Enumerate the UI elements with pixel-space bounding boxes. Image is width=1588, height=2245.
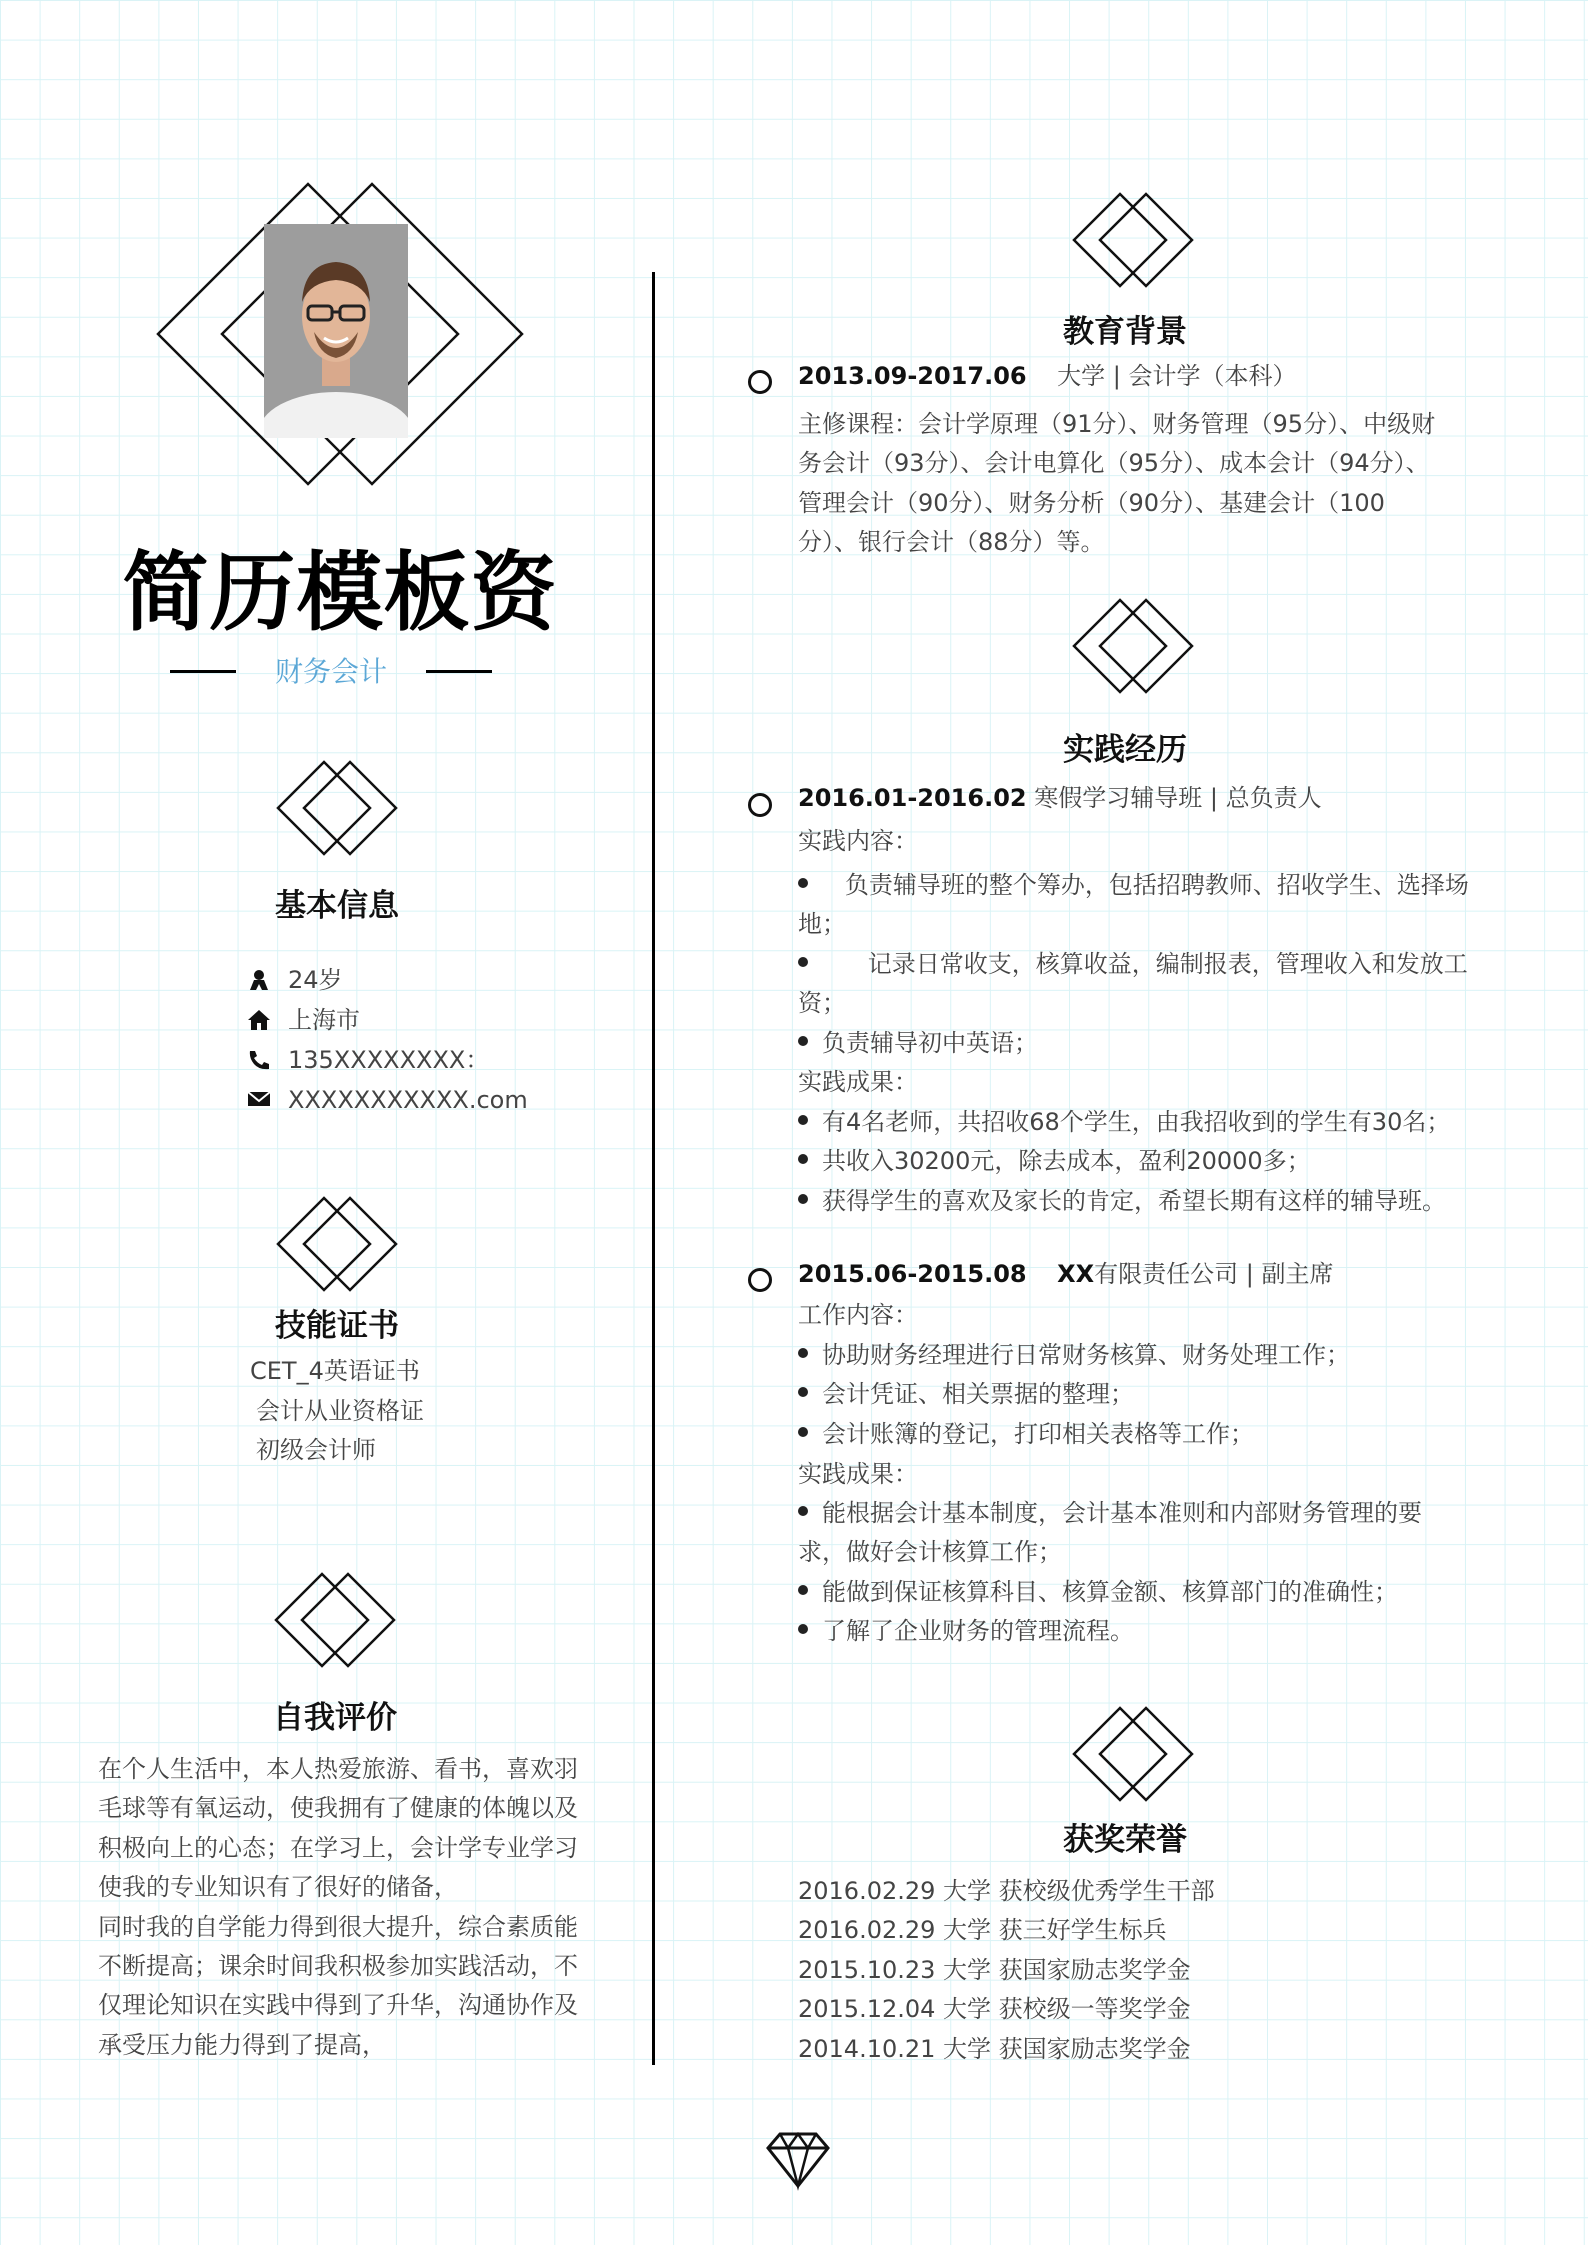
skill-item: 初级会计师 (256, 1436, 376, 1464)
self-eval-heading: 自我评价 (273, 1700, 397, 1736)
list-item: 负责辅导班的整个筹办，包括招聘教师、招收学生、选择场 地； (798, 871, 1469, 939)
list-item: 2014.10.21 大学 获国家励志奖学金 (798, 2034, 1191, 2063)
avatar (264, 224, 408, 438)
education-courses: 主修课程：会计学原理（91分）、财务管理（95分）、中级财 务会计（93分）、会计电算化（95分）、成本会计（94分）、 管理会计（90分）、财务分析（90分）、基建会计（100 分）、银行会计（88分）等。 (798, 410, 1436, 557)
basic-info-heading: 基本信息 (275, 888, 399, 924)
list-item: 2016.02.29 大学 获校级优秀学生干部 (798, 1877, 1215, 1905)
practice-entry-1-result-label: 实践成果： (798, 1068, 918, 1096)
double-diamond-icon (278, 1196, 396, 1292)
timeline-dot (748, 1268, 772, 1292)
timeline-dot (748, 370, 772, 394)
mail-icon (248, 1090, 270, 1108)
column-divider (652, 272, 655, 2065)
education-heading: 教育背景 (1063, 314, 1187, 350)
list-item: 协助财务经理进行日常财务核算、财务处理工作； 会计凭证、相关票据的整理； 会计账簿的登记，打印相关表格等工作； (798, 1336, 1350, 1454)
education-entry-head: 2013.09-2017.06 大学 | 会计学（本科） (798, 362, 1297, 390)
gem-icon (766, 2132, 830, 2188)
skill-item: CET_4英语证书 (250, 1357, 420, 1385)
double-diamond-icon (1074, 192, 1192, 288)
list-item: 2015.12.04 大学 获校级一等奖学金 (798, 1995, 1191, 2024)
skills-heading: 技能证书 (275, 1308, 399, 1344)
home-icon (248, 1010, 270, 1030)
list-item: 有4名老师，共招收68个学生，由我招收到的学生有30名； 共收入30200元，除去成本，盈利20000多； 获得学生的喜欢及家长的肯定，希望长期有这样的辅导班。 (798, 1103, 1450, 1221)
page-title: 简历模板资 (122, 543, 558, 643)
practice-heading: 实践经历 (1063, 732, 1187, 768)
timeline-dot (748, 793, 772, 817)
practice-entry-2-result-label: 实践成果： (798, 1460, 918, 1488)
awards-heading: 获奖荣誉 (1063, 1822, 1187, 1858)
profile-photo (264, 224, 408, 438)
practice-entry-2-head: 2015.06-2015.08 XX有限责任公司 | 副主席 (798, 1260, 1334, 1288)
practice-entry-1-content-label: 实践内容： (798, 827, 918, 855)
double-diamond-icon (1074, 598, 1192, 694)
subtitle-row (170, 652, 492, 692)
subtitle-right-rule (426, 670, 492, 673)
list-item: 2015.10.23 大学 获国家励志奖学金 (798, 1955, 1191, 1984)
practice-entry-1-head: 2016.01-2016.02 寒假学习辅导班 | 总负责人 (798, 784, 1322, 812)
job-title: 财务会计 (274, 655, 387, 688)
double-diamond-icon (276, 1572, 394, 1668)
phone-icon (248, 1050, 270, 1070)
list-item: 负责辅导初中英语； (798, 1024, 1038, 1063)
list-item: 记录日常收支，核算收益，编制报表，管理收入和发放工 资； (798, 950, 1468, 1018)
awards-list (798, 1872, 1215, 2069)
list-item: 2016.02.29 大学 获三好学生标兵 (798, 1916, 1167, 1945)
person-icon (248, 970, 270, 990)
practice-entry-2-content-label: 工作内容： (798, 1301, 918, 1329)
list-item: 能根据会计基本制度，会计基本准则和内部财务管理的要 求，做好会计核算工作； 能做到保证核算科目、核算金额、核算部门的准确性； 了解了企业财务的管理流程。 (798, 1499, 1422, 1646)
double-diamond-icon (278, 760, 396, 856)
self-eval-text: 在个人生活中，本人热爱旅游、看书，喜欢羽 毛球等有氧运动，使我拥有了健康的体魄以及 积极向上的心态；在学习上，会计学专业学习 使我的专业知识有了很好的储备， 同时我的自学能力得到很大提升，综合素质能 不断提高；课余时间我积极参加实践活动，不 仅理论知识在实践中得到了升华，沟通协作及 承受压力能力得到了提高， (98, 1755, 578, 2059)
double-diamond-icon (1074, 1706, 1192, 1802)
skill-item: 会计从业资格证 (256, 1397, 424, 1425)
